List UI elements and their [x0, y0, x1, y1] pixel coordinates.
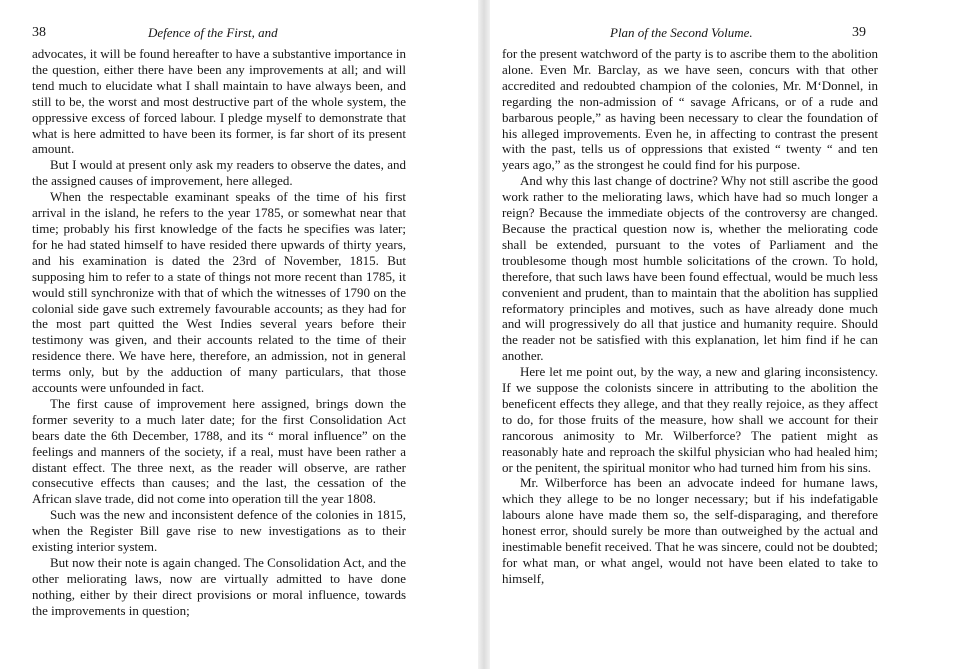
right-running-title: Plan of the Second Volume.: [610, 25, 753, 40]
paragraph: Mr. Wilberforce has been an advocate indeed for humane laws, which they allege to be no longer necessary; but if his indefatigable labours alone have made them so, the self-disparaging, and therefore honest error, should surely be more than outweighed by the actual and inestimable benefit received. That he was sincere, could not be doubted; for what man, or what angel, would not have been elated to take to himself,: [502, 475, 878, 586]
paragraph: Such was the new and inconsistent defence of the colonies in 1815, when the Register Bill gave rise to new investigations as to their existing interior system.: [32, 507, 406, 555]
paragraph: The first cause of improvement here assigned, brings down the former severity to a much later date; for the first Consolidation Act bears date the 6th December, 1788, and its “ moral influence” on the feelings and manners of the society, if a real, must have been rather a distant effect. The three next, as the reader will observe, are rather consecutive effects than causes; and the last, the cessation of the African slave trade, did not come into operation till the year 1808.: [32, 395, 406, 507]
paragraph: for the present watchword of the party is to ascribe them to the abolition alone. Even Mr. Barclay, as we have seen, concurs with that other accredited and redoubted champion of the colonies, Mr. M‘Donnel, in regarding the non-admission of “ savage Africans, or of a rude and barbarous people,” as having been necessary to clear the foundation of his alleged improvements. Even he, in affecting to contrast the present with the past, tells us of oppressions that existed “ twenty “ and ten years ago,” as the strongest he could find for his purpose.: [502, 46, 878, 173]
left-page: [0, 0, 478, 669]
book-gutter: [478, 0, 490, 669]
left-page-header: [32, 25, 406, 43]
right-page-number: 39: [852, 25, 866, 40]
right-page-text: [502, 46, 878, 587]
left-page-text: [32, 46, 406, 619]
paragraph: But now their note is again changed. The Consolidation Act, and the other meliorating laws, now are virtually admitted to have done nothing, either by their direct provisions or moral influence, towards the improvements in question;: [32, 555, 406, 618]
left-running-title: Defence of the First, and: [148, 25, 278, 40]
right-page: [490, 0, 980, 669]
paragraph: And why this last change of doctrine? Why not still ascribe the good work rather to the meliorating laws, which have had so much longer a reign? Because the immediate objects of the controversy are changed. Because the practical question now is, whether the meliorating code shall be extended, pursuant to the votes of Parliament and the troublesome though most humble solicitations of the crown. To hold, therefore, that such laws have been found effectual, would be much less convenient and prudent, than to maintain that the abolition has supplied reformatory principles and motives, such as have already done much and will progressively do all that justice and humanity require. Should the reader not be satisfied with this explanation, let him find if he can another.: [502, 173, 878, 364]
paragraph: advocates, it will be found hereafter to have a substantive importance in the question, either there have been any improvements at all; and will tend much to elucidate what I shall maintain to have always been, and still to be, the worst and most destructive part of the whole system, the oppressive excess of forced labour. I pledge myself to demonstrate that what is here admitted to have been its former, is far short of its present amount.: [32, 46, 406, 157]
left-page-number: 38: [32, 25, 46, 40]
paragraph: When the respectable examinant speaks of the time of his first arrival in the island, he refers to the year 1785, or somewhat near that time; probably his first knowledge of the facts he specifies was later; for he had stated himself to have resided there upwards of thirty years, and his examination is dated the 23rd of November, 1815. But supposing him to refer to a state of things not more recent than 1785, it would still synchronize with that of which the witnesses of 1790 on the colonial side gave such extremely favourable accounts; as they had for the most part quitted the West Indies several years before their testimony was given, and their accounts related to the time of their residence there. We have here, therefore, an admission, not in general terms only, but by the adduction of many particulars, that those accounts were unfounded in fact.: [32, 189, 406, 396]
paragraph: Here let me point out, by the way, a new and glaring inconsistency. If we suppose the colonists sincere in attributing to the abolition the beneficent effects they allege, and that they really rejoice, as they affect to do, for those fruits of the measure, how shall we account for their rancorous animosity to Mr. Wilberforce? The patient might as reasonably hate and reproach the skilful physician who had healed him; or the penitent, the spiritual monitor who had turned him from his sins.: [502, 364, 878, 475]
right-page-header: [502, 25, 878, 43]
paragraph: But I would at present only ask my readers to observe the dates, and the assigned causes of improvement, here alleged.: [32, 157, 406, 189]
